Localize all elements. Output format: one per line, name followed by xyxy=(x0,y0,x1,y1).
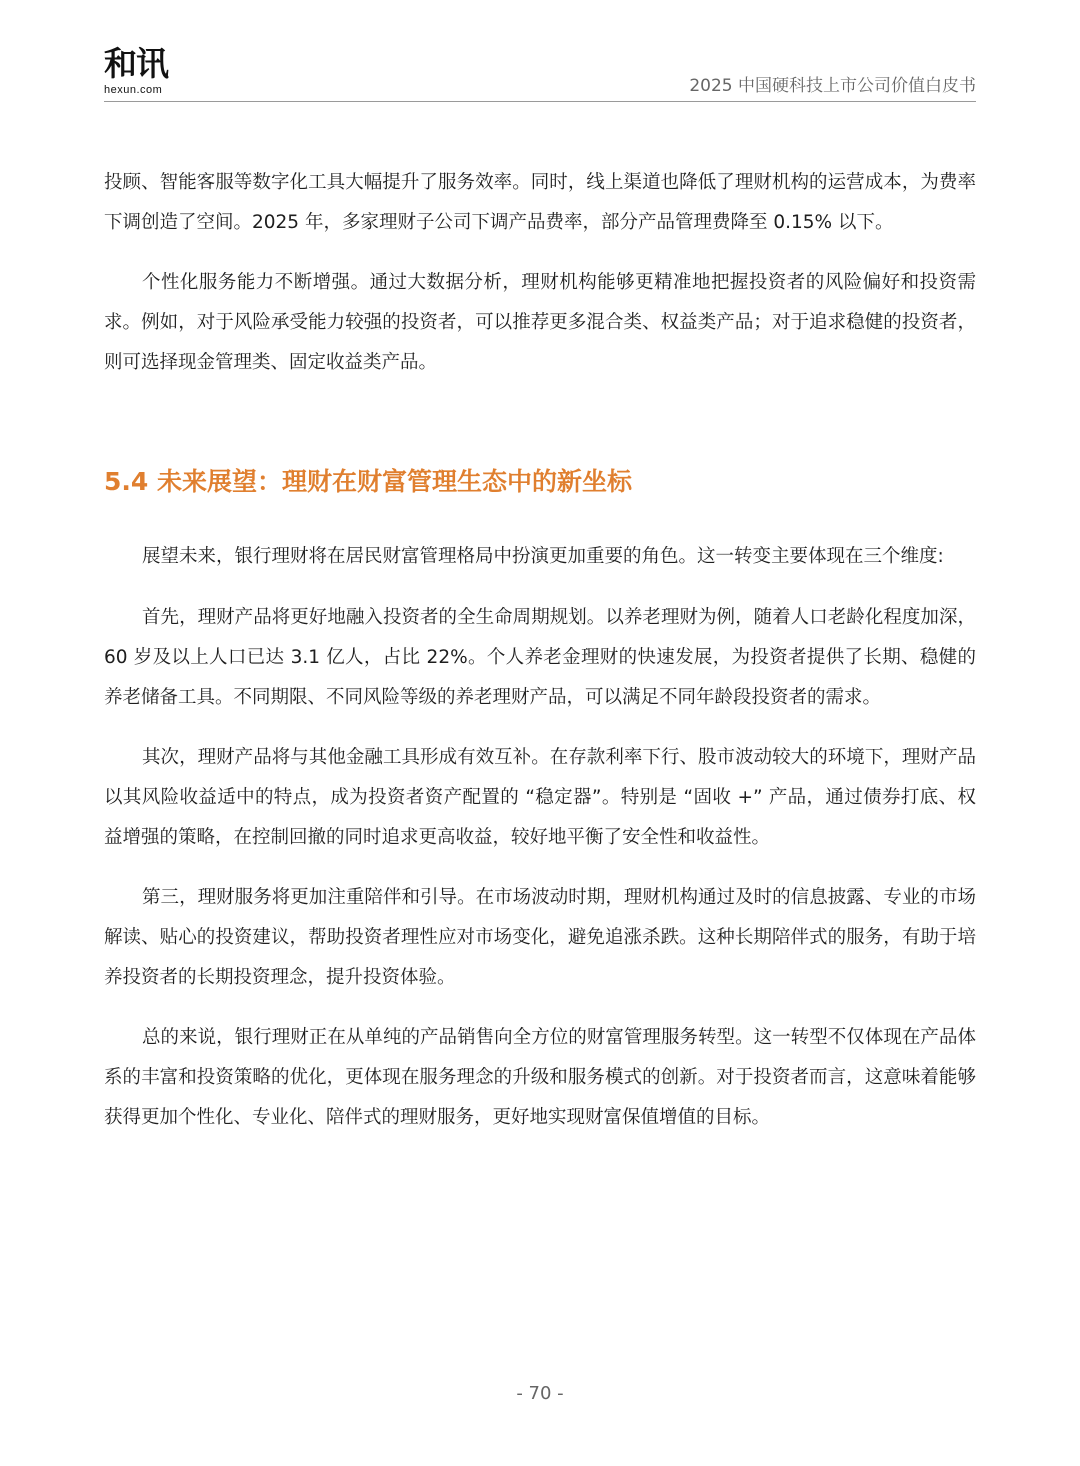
header-divider xyxy=(104,101,976,102)
paragraph-personalized-service: 个性化服务能力不断增强。通过大数据分析，理财机构能够更精准地把握投资者的风险偏好和投资需求。例如，对于风险承受能力较强的投资者，可以推荐更多混合类、权益类产品；对于追求稳健的投资者，则可选择现金管理类、固定收益类产品。 xyxy=(104,272,976,373)
paragraph-outlook-intro: 展望未来，银行理财将在居民财富管理格局中扮演更加重要的角色。这一转变主要体现在三个维度: xyxy=(142,546,944,567)
document-title: 2025 中国硬科技上市公司价值白皮书 xyxy=(689,76,976,96)
section-heading: 5.4 未来展望：理财在财富管理生态中的新坐标 xyxy=(104,467,632,496)
page-number: - 70 - xyxy=(516,1383,564,1404)
paragraph-third-dimension: 第三，理财服务将更加注重陪伴和引导。在市场波动时期，理财机构通过及时的信息披露、专业的市场解读、贴心的投资建议，帮助投资者理性应对市场变化，避免追涨杀跌。这种长期陪伴式的服务，有助于培养投资者的长期投资理念，提升投资体验。 xyxy=(104,887,976,988)
logo-url-text: hexun.com xyxy=(104,84,163,96)
paragraph-conclusion: 总的来说，银行理财正在从单纯的产品销售向全方位的财富管理服务转型。这一转型不仅体现在产品体系的丰富和投资策略的优化，更体现在服务理念的升级和服务模式的创新。对于投资者而言，这意味着能够获得更加个性化、专业化、陪伴式的理财服务，更好地实现财富保值增值的目标。 xyxy=(104,1027,976,1128)
paragraph-first-dimension: 首先，理财产品将更好地融入投资者的全生命周期规划。以养老理财为例，随着人口老龄化程度加深，60 岁及以上人口已达 3.1 亿人，占比 22%。个人养老金理财的快速发展，为投资者提供了长期、稳健的养老储备工具。不同期限、不同风险等级的养老理财产品，可以满足不同年龄段投资者的需求。 xyxy=(104,607,976,708)
hexun-logo xyxy=(104,46,184,96)
paragraph-service-efficiency: 投顾、智能客服等数字化工具大幅提升了服务效率。同时，线上渠道也降低了理财机构的运营成本，为费率下调创造了空间。2025 年，多家理财子公司下调产品费率，部分产品管理费降至 0.15% 以下。 xyxy=(104,172,976,233)
paragraph-second-dimension: 其次，理财产品将与其他金融工具形成有效互补。在存款利率下行、股市波动较大的环境下，理财产品以其风险收益适中的特点，成为投资者资产配置的 “稳定器”。特别是 “固收 +” 产品，通过债券打底、权益增强的策略，在控制回撤的同时追求更高收益，较好地平衡了安全性和收益性。 xyxy=(104,747,976,848)
logo-text: 和讯 xyxy=(104,44,168,83)
